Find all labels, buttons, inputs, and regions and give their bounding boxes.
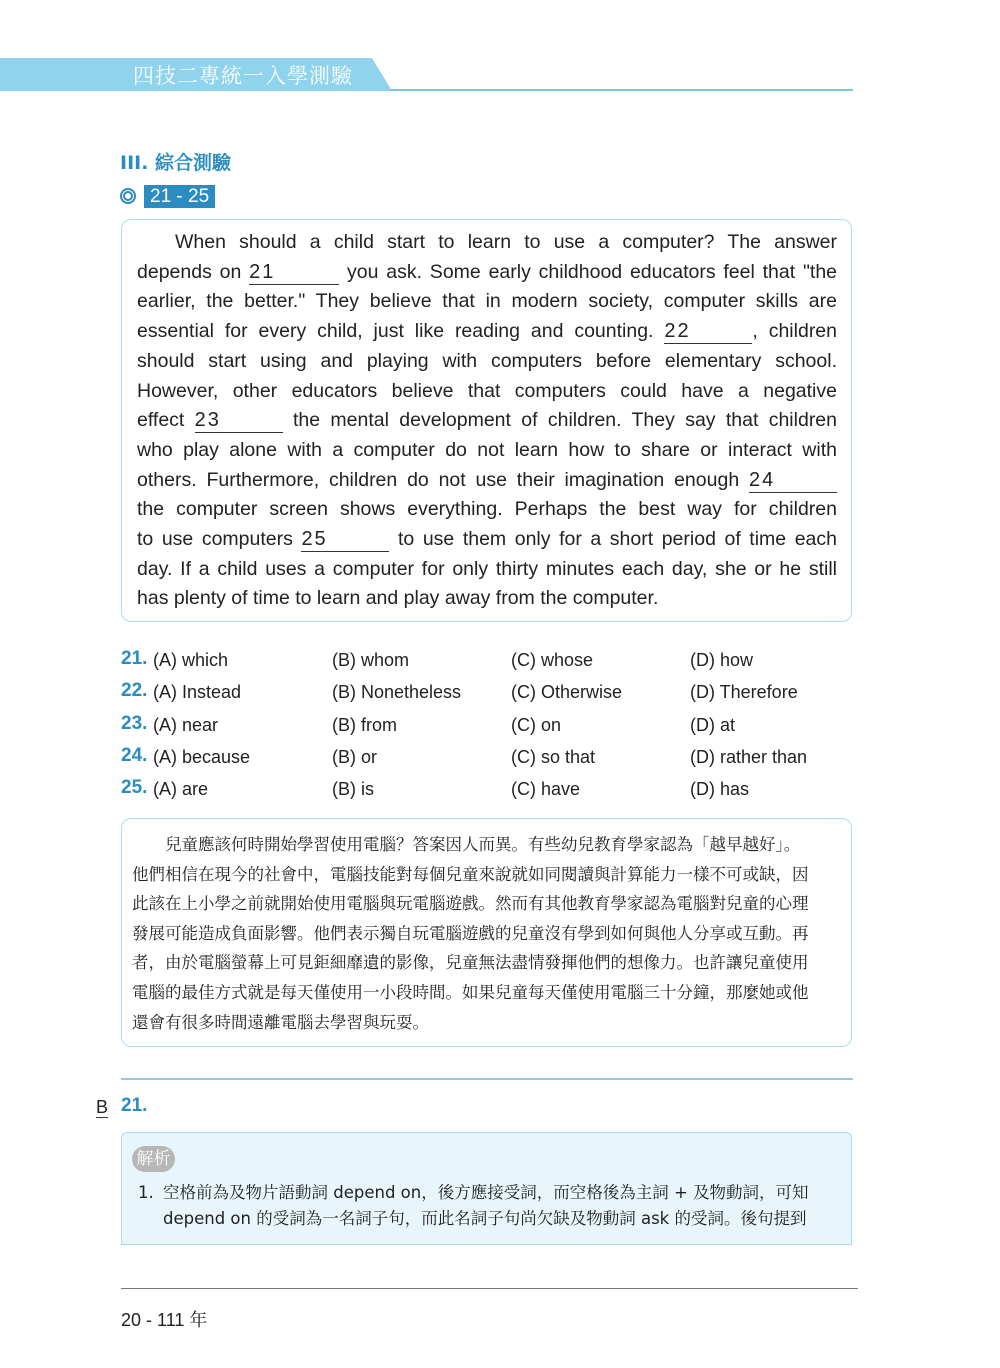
translation-line: 者，由於電腦螢幕上可見鉅細靡遺的影像，兒童無法盡情發揮他們的想像力。也許讓兒童使用 (132, 953, 809, 973)
header-rule (390, 89, 853, 91)
option-b[interactable]: (B) from (332, 715, 397, 735)
header-title: 四技二專統一入學測驗 (133, 64, 353, 88)
passage-line: the computer screen shows everything. Perhaps the best way for children (137, 498, 837, 521)
passage-line: effect 23 the mental development of children. They say that children (137, 409, 837, 432)
question-number: 21. (121, 648, 148, 669)
blank-22: 22 (664, 321, 752, 344)
passage-line: others. Furthermore, children do not use their imagination enough 24 (137, 466, 837, 496)
range-badge: 21 - 25 (144, 185, 215, 208)
translation-line: 兒童應該何時開始學習使用電腦？答案因人而異。有些幼兒教育學家認為「越早越好」。 (132, 835, 801, 854)
explanation-badge: 解析 (132, 1146, 175, 1172)
question-range (120, 184, 215, 208)
answer-letter: B (96, 1097, 109, 1117)
blank-21: 21 (249, 262, 339, 285)
passage-line: to use computers 25 to use them only for a short period of time each (137, 528, 837, 551)
question-number: 24. (121, 745, 148, 766)
explanation-item-number: 1. (138, 1183, 154, 1202)
blank-24: 24 (749, 470, 837, 493)
question-25 (121, 777, 861, 805)
translation-line: 還會有很多時間遠離電腦去學習與玩耍。 (132, 1012, 429, 1032)
question-number: 22. (121, 680, 148, 701)
option-d[interactable]: (D) how (690, 650, 754, 670)
translation-line: 此該在上小學之前就開始使用電腦與玩電腦遊戲。然而有其他教育學家認為電腦對兒童的心理 (132, 894, 809, 914)
reading-passage (137, 228, 837, 614)
passage-line: depends on 21 you ask. Some early childhood educators feel that "the (137, 260, 838, 283)
option-b[interactable]: (B) or (332, 747, 377, 767)
option-a[interactable]: (A) are (153, 779, 209, 799)
blank-25: 25 (301, 529, 389, 552)
option-d[interactable]: (D) Therefore (690, 682, 798, 702)
option-a[interactable]: (A) near (153, 715, 219, 735)
explanation-line: 1. 空格前為及物片語動詞 depend on，後方應接受詞，而空格後為主詞 + 及物動詞，可知 (138, 1180, 838, 1206)
passage-line: However, other educators believe that computers could have a negative (137, 379, 837, 402)
option-d[interactable]: (D) rather than (690, 747, 808, 767)
option-d[interactable]: (D) at (690, 715, 735, 735)
chinese-translation (132, 830, 842, 1037)
option-c[interactable]: (C) so that (511, 747, 596, 767)
section-divider (121, 1078, 853, 1080)
question-number: 23. (121, 713, 148, 734)
question-24 (121, 745, 861, 773)
footer-rule (121, 1288, 858, 1289)
question-22 (121, 680, 861, 708)
option-c[interactable]: (C) on (511, 715, 562, 735)
explanation-line: depend on 的受詞為一名詞子句，而此名詞子句尚欠缺及物動詞 ask 的受詞。後句提到 (163, 1209, 807, 1228)
question-21 (121, 648, 861, 676)
blank-23: 23 (195, 410, 283, 433)
question-number: 25. (121, 777, 148, 798)
passage-line: day. If a child uses a computer for only thirty minutes each day, she or he still (137, 557, 837, 580)
option-b[interactable]: (B) Nonetheless (332, 682, 462, 702)
translation-line: 他們相信在現今的社會中，電腦技能對每個兒童來說就如同閱讀與計算能力一樣不可或缺，因 (132, 864, 809, 884)
translation-line: 發展可能造成負面影響。他們表示獨自玩電腦遊戲的兒童沒有學到如何與他人分享或互動。再 (132, 923, 809, 943)
option-a[interactable]: (A) Instead (153, 682, 242, 702)
option-a[interactable]: (A) because (153, 747, 251, 767)
page-number: 20 - 111 年 (121, 1310, 208, 1330)
double-circle-icon (120, 188, 136, 204)
passage-line: earlier, the better." They believe that in modern society, computer skills are (137, 290, 837, 313)
passage-line: essential for every child, just like reading and counting. 22 , children (137, 320, 837, 343)
passage-line: has plenty of time to learn and play away from the computer. (137, 587, 659, 610)
option-c[interactable]: (C) have (511, 779, 581, 799)
passage-line: who play alone with a computer do not learn how to share or interact with (137, 438, 837, 461)
passage-line: When should a child start to learn to use a computer? The answer (175, 231, 837, 253)
option-d[interactable]: (D) has (690, 779, 750, 799)
answer-question-number: 21. (121, 1095, 148, 1116)
section-title: III. 綜合測驗 (120, 152, 232, 174)
option-a[interactable]: (A) which (153, 650, 229, 670)
question-23 (121, 713, 861, 741)
option-b[interactable]: (B) is (332, 779, 374, 799)
option-c[interactable]: (C) Otherwise (511, 682, 623, 702)
translation-line: 電腦的最佳方式就是每天僅使用一小段時間。如果兒童每天僅使用電腦三十分鐘，那麼她或他 (132, 982, 809, 1002)
passage-line: should start using and playing with computers before elementary school. (137, 349, 837, 372)
explanation-text (138, 1180, 838, 1232)
option-c[interactable]: (C) whose (511, 650, 594, 670)
option-b[interactable]: (B) whom (332, 650, 410, 670)
